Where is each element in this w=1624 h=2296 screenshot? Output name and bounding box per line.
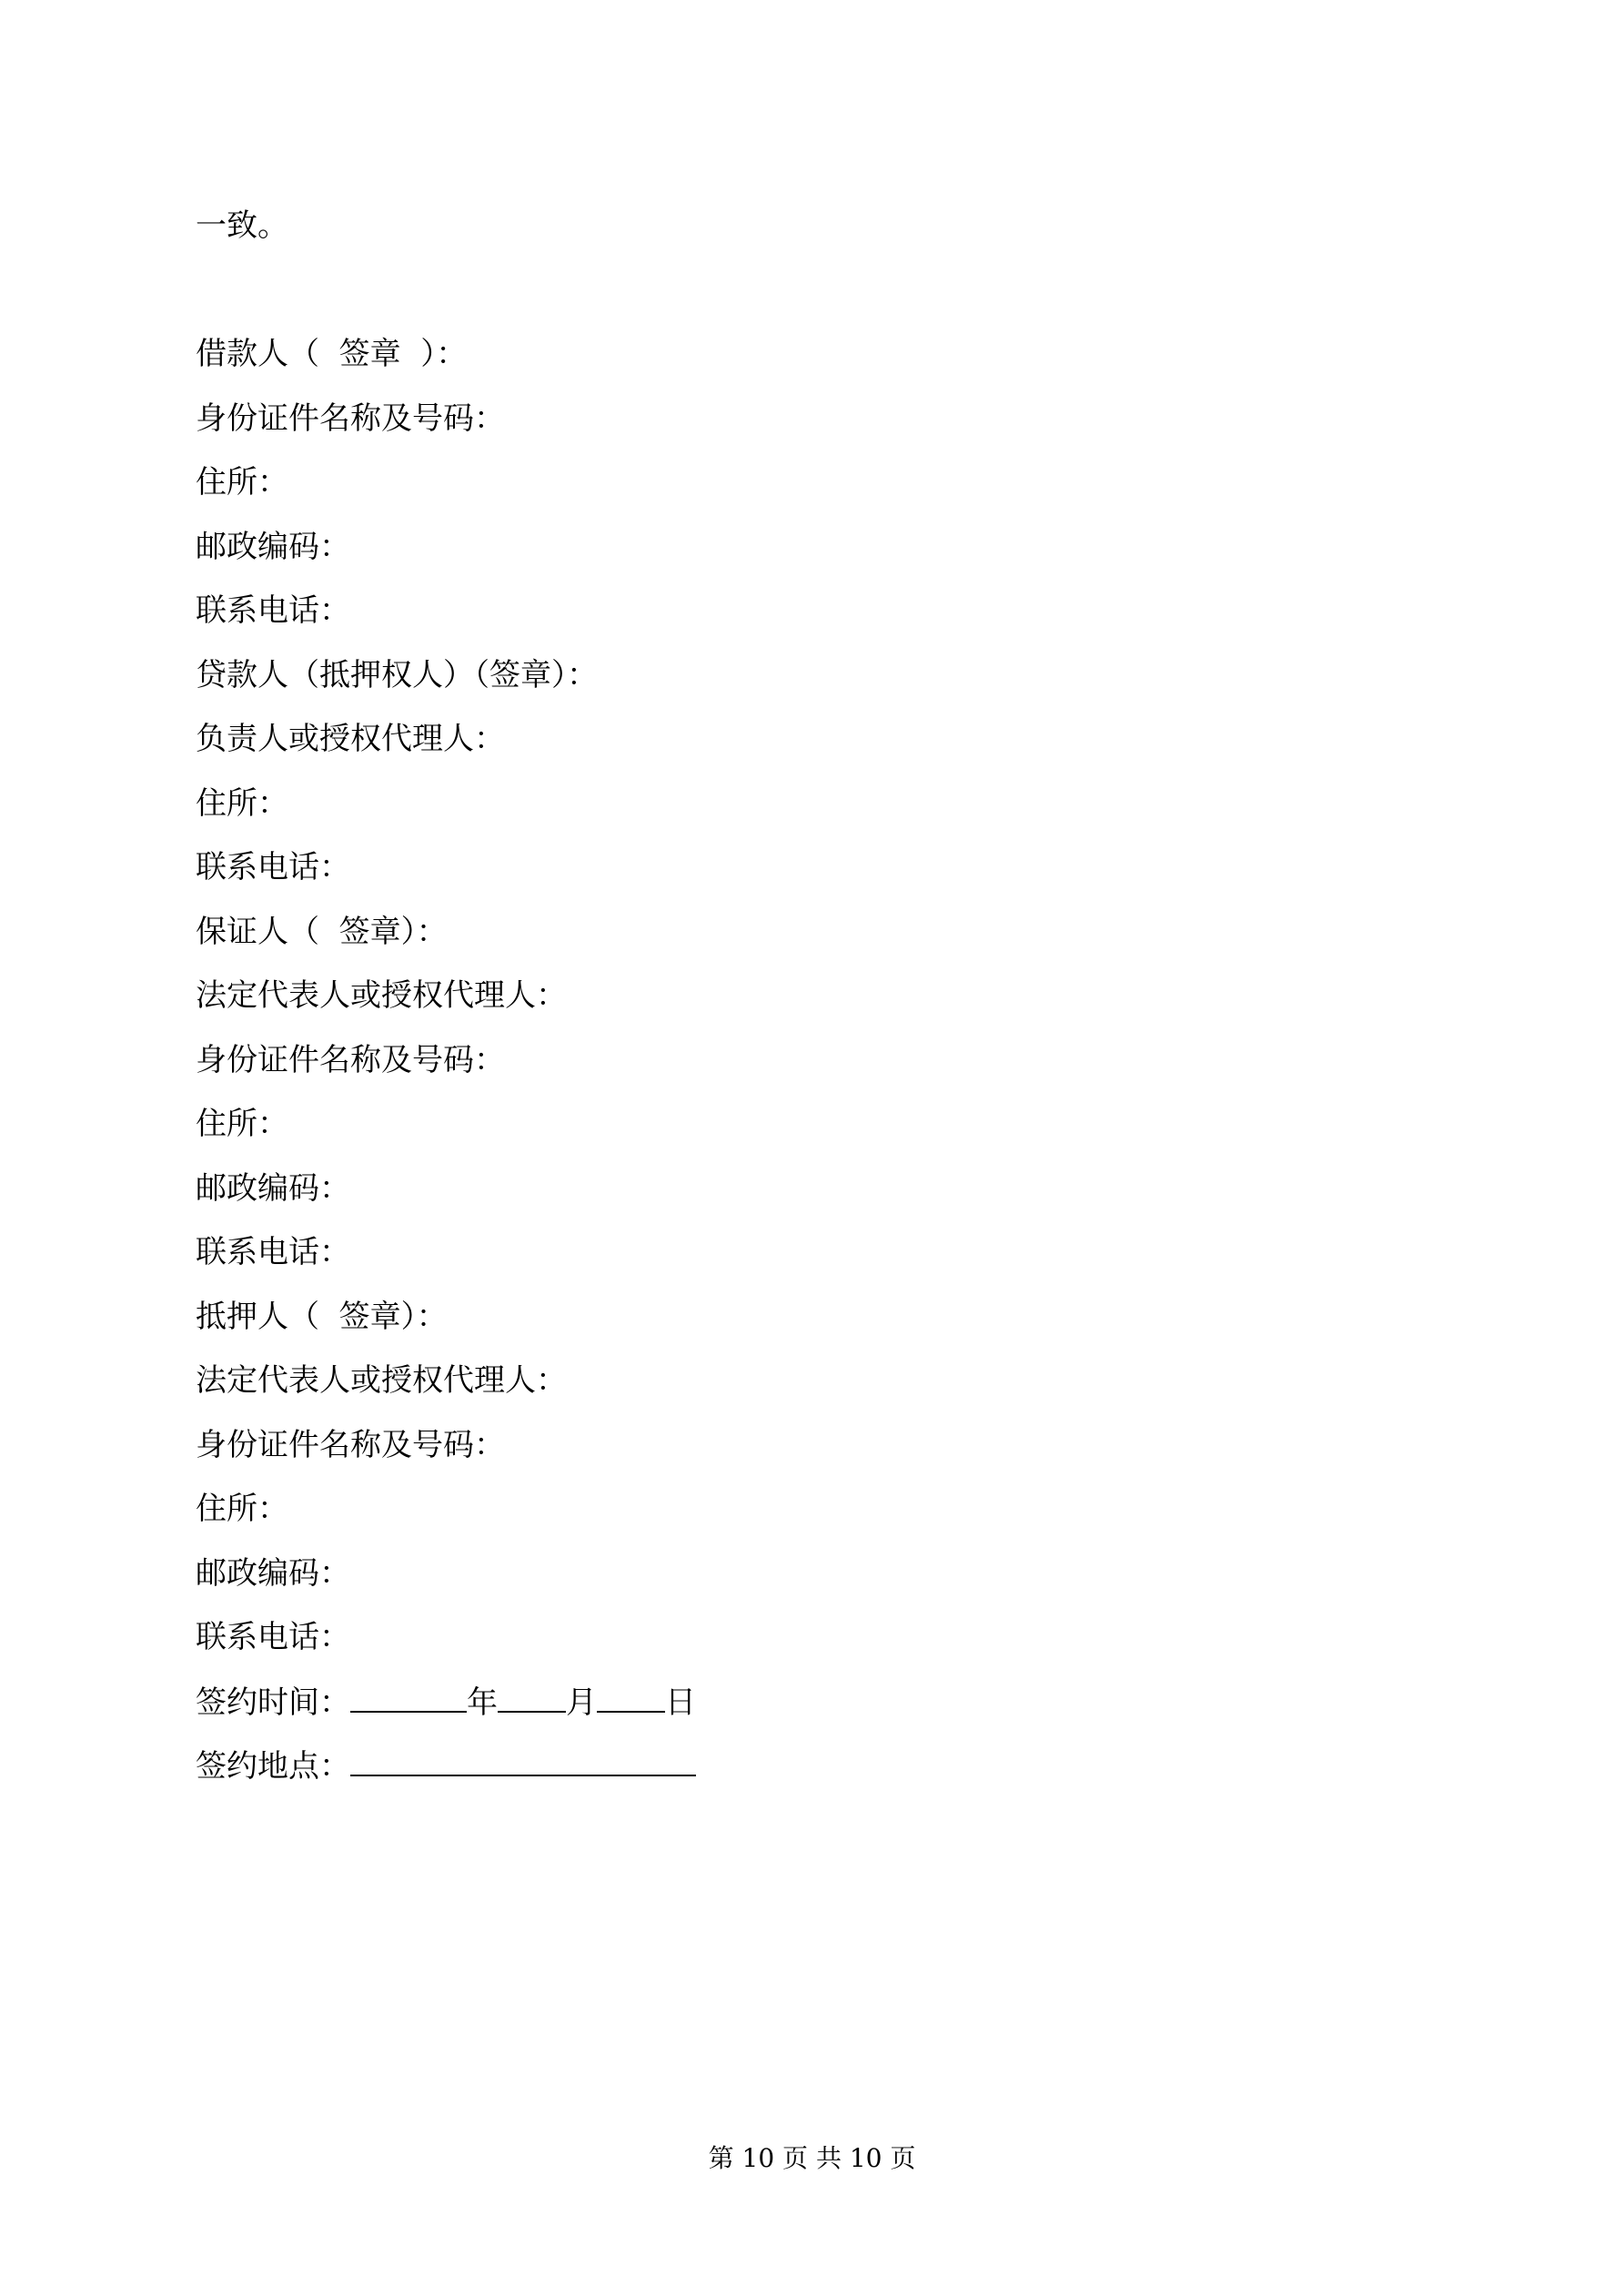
sign-date-row: [196, 1684, 696, 1721]
text-line: 联系电话：: [196, 849, 350, 885]
day-blank: [597, 1684, 665, 1713]
text-line: 住所：: [196, 1491, 288, 1527]
place-blank: [350, 1747, 696, 1776]
text-line: 邮政编码：: [196, 1555, 350, 1592]
mortgagor-signature-label: 抵押人（ 签章）：: [196, 1299, 448, 1335]
text-line: 邮政编码：: [196, 1170, 350, 1207]
text-line: 住所：: [196, 464, 288, 501]
text-line: 负责人或授权代理人：: [196, 721, 505, 757]
text-line: 联系电话：: [196, 592, 350, 629]
lender-signature-label: 贷款人（抵押权人）（签章）：: [196, 657, 598, 693]
text-line: 邮政编码：: [196, 529, 350, 565]
text-line: 联系电话：: [196, 1234, 350, 1270]
text-line: 法定代表人或授权代理人：: [196, 1362, 567, 1399]
sign-place-label: 签约地点：: [196, 1748, 350, 1785]
year-blank: [350, 1684, 467, 1713]
guarantor-signature-label: 保证人（ 签章）：: [196, 914, 448, 950]
text-line: 身份证件名称及号码：: [196, 400, 505, 437]
text-line: 身份证件名称及号码：: [196, 1042, 505, 1078]
text-line: 住所：: [196, 1106, 288, 1142]
year-label: 年: [467, 1684, 498, 1721]
month-label: 月: [566, 1684, 597, 1721]
text-line: 一致。: [196, 207, 288, 244]
text-line: 身份证件名称及号码：: [196, 1427, 505, 1463]
borrower-signature-label: 借款人（ 签章 ）：: [196, 336, 468, 372]
text-line: 法定代表人或授权代理人：: [196, 977, 567, 1014]
sign-date-label: 签约时间：: [196, 1684, 350, 1721]
sign-place-row: [196, 1747, 696, 1785]
text-line: 联系电话：: [196, 1619, 350, 1655]
page-footer: 第 10 页 共 10 页: [708, 2143, 916, 2173]
text-line: 住所：: [196, 785, 288, 822]
day-label: 日: [665, 1684, 696, 1721]
month-blank: [498, 1684, 566, 1713]
